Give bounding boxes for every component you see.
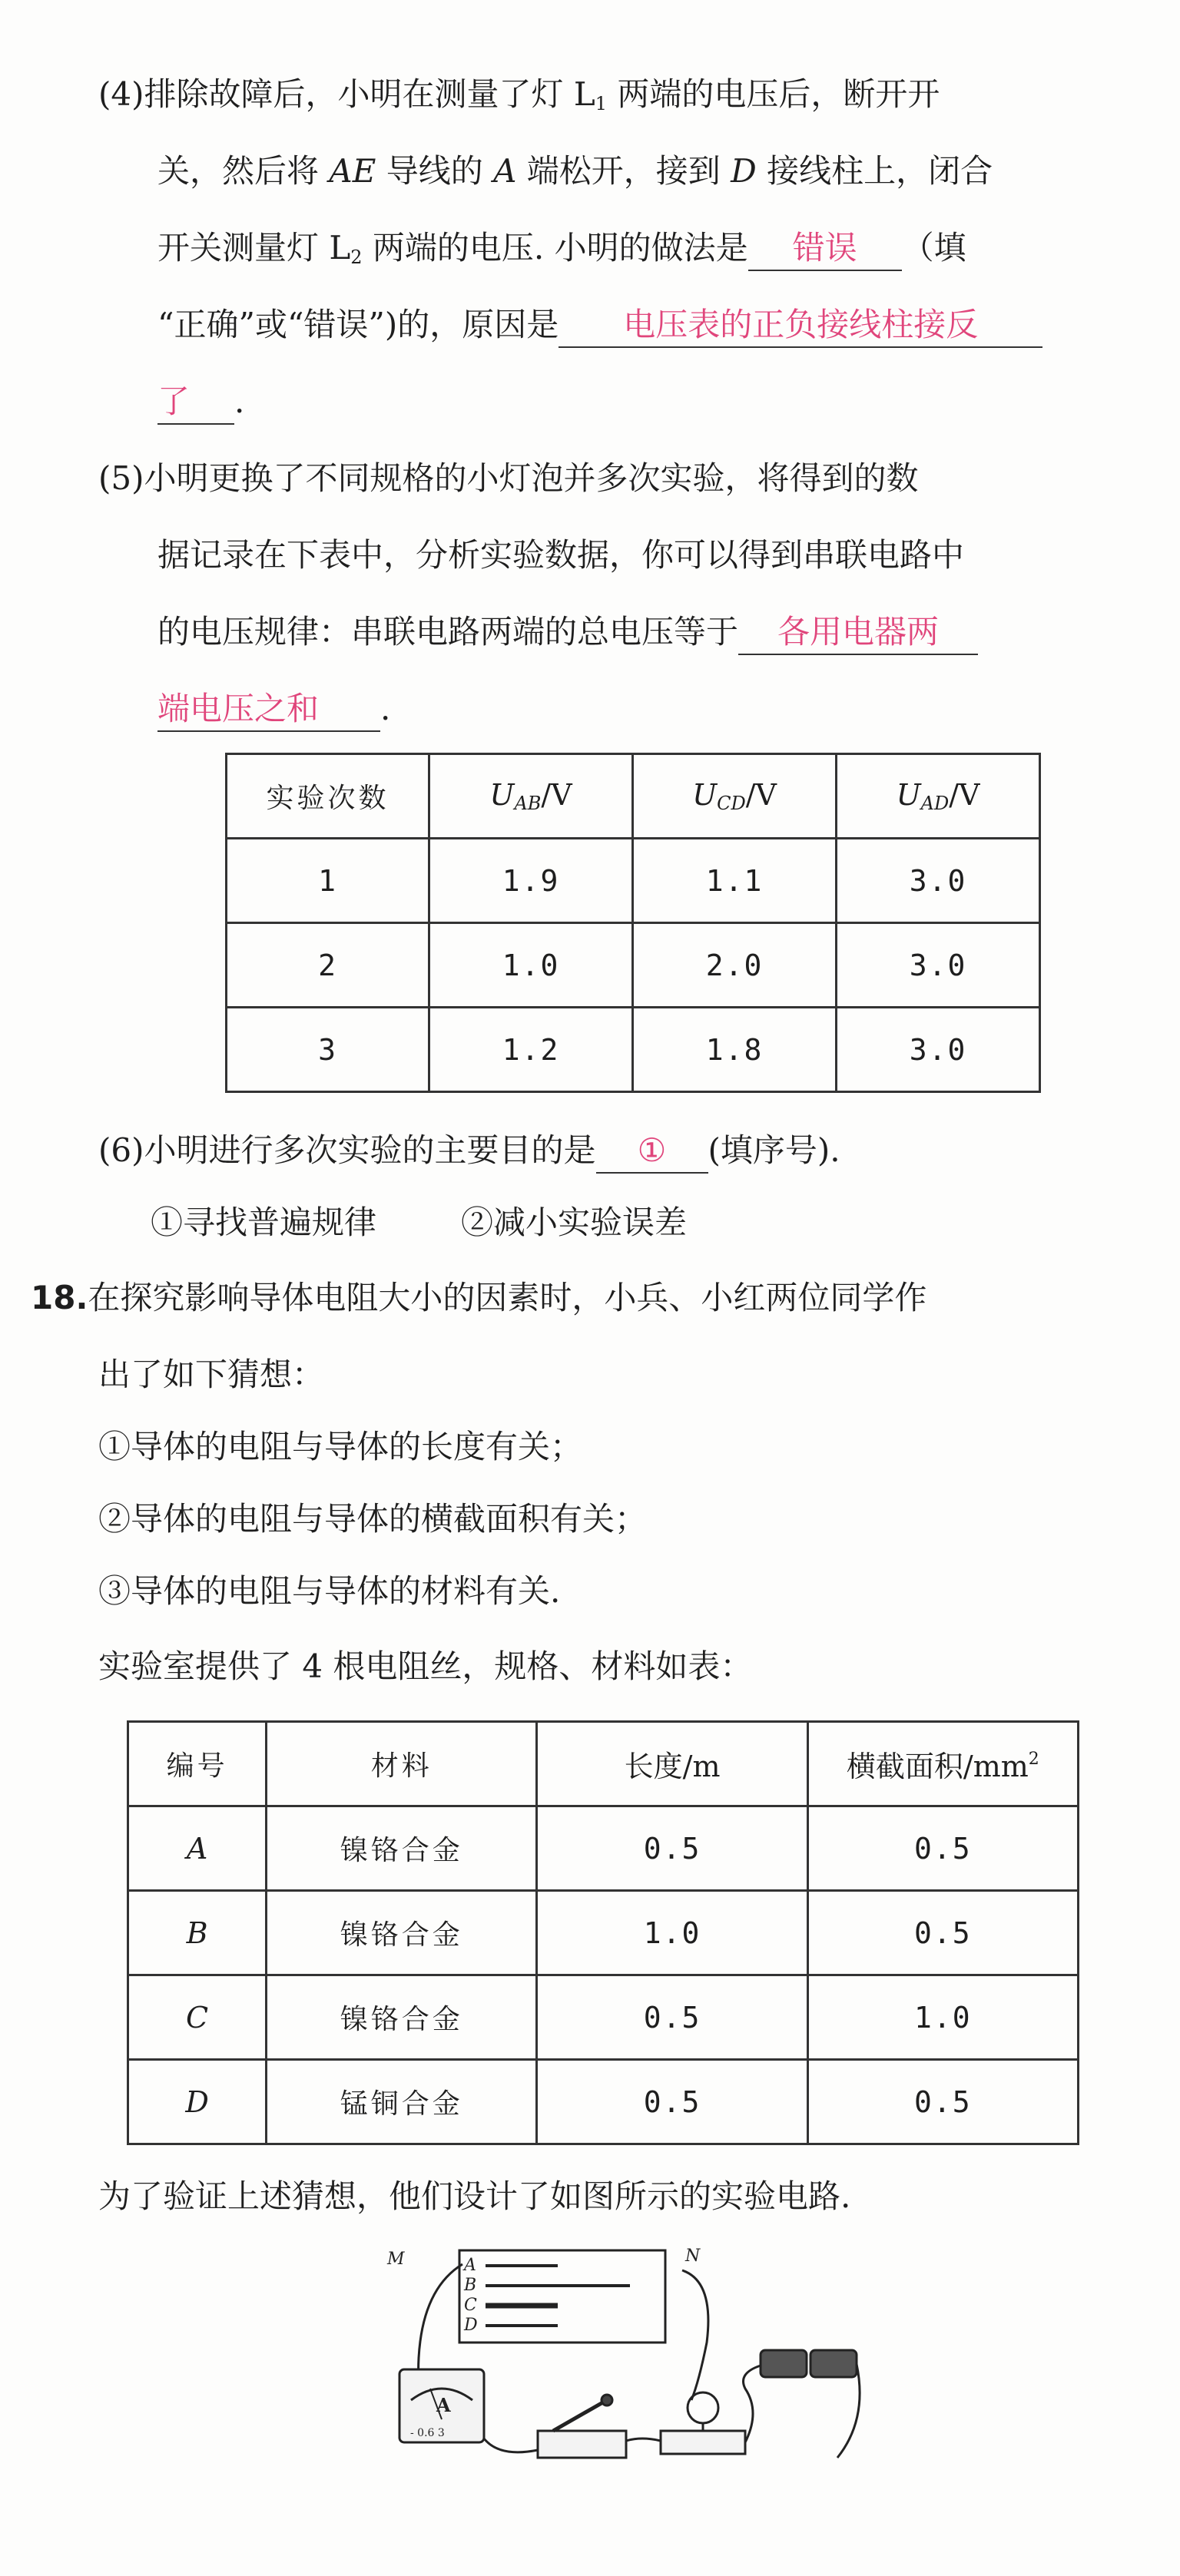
voltage-table xyxy=(225,753,1041,1093)
q17-p5-line1 xyxy=(98,455,919,502)
ammeter-label: A xyxy=(436,2394,451,2416)
header-cell: 编号 xyxy=(128,1722,267,1806)
header-cell xyxy=(633,754,837,839)
text: 导线的 xyxy=(376,152,494,190)
q18-guess2 xyxy=(98,1496,647,1542)
text: ①导体的电阻与导体的长度有关； xyxy=(98,1428,583,1465)
label-m: M xyxy=(387,2250,405,2269)
text: . xyxy=(380,690,391,727)
cell: 1.9 xyxy=(429,839,633,923)
answer-text: 电压表的正负接线柱接反 xyxy=(623,306,979,343)
ammeter-terminals: - 0.6 3 xyxy=(410,2427,445,2439)
header-cell: 实验次数 xyxy=(227,754,429,839)
text: 出了如下猜想： xyxy=(98,1356,325,1393)
resistance-wire-table xyxy=(127,1720,1079,2145)
cell: 1 xyxy=(227,839,429,923)
q18-line1 xyxy=(31,1275,926,1321)
text: U xyxy=(489,778,515,812)
q17-p5-line2 xyxy=(157,532,964,578)
text: 端松开，接到 xyxy=(516,152,731,190)
answer-text: 了 xyxy=(157,382,191,420)
answer-text: 各用电器两 xyxy=(777,613,940,651)
subscript: AD xyxy=(920,793,950,814)
switch-knob xyxy=(602,2395,612,2405)
text: (5)小明更换了不同规格的小灯泡并多次实验，将得到的数 xyxy=(98,459,919,497)
answer-text: 错误 xyxy=(792,229,857,267)
answer-blank-3b xyxy=(157,687,380,732)
question-number: 18. xyxy=(31,1279,88,1316)
unit: /V xyxy=(541,778,572,812)
answer-blank-4 xyxy=(596,1129,708,1174)
table-row xyxy=(128,1806,1079,1891)
cell: 2 xyxy=(227,923,429,1008)
table-row xyxy=(227,923,1040,1008)
var-d: D xyxy=(731,152,757,190)
text: ②导体的电阻与导体的横截面积有关； xyxy=(98,1500,648,1538)
label-wire-d: D xyxy=(464,2316,478,2335)
unit: /V xyxy=(745,778,777,812)
switch-lever xyxy=(553,2400,607,2431)
cell: 3 xyxy=(227,1008,429,1092)
cell: 3.0 xyxy=(837,1008,1040,1092)
label-wire-c: C xyxy=(464,2296,477,2315)
cell: 3.0 xyxy=(837,839,1040,923)
var-a: A xyxy=(493,152,517,190)
header-cell xyxy=(429,754,633,839)
cell: A xyxy=(128,1806,267,1891)
q17-p4-line1 xyxy=(98,71,940,127)
table-row xyxy=(128,1975,1079,2060)
text: 关，然后将 xyxy=(157,152,330,190)
answer-blank-2a xyxy=(559,303,1042,348)
header-cell: 材料 xyxy=(267,1722,537,1806)
answer-text: 端电压之和 xyxy=(157,690,320,727)
cell: 0.5 xyxy=(807,2060,1078,2144)
label-wire-b: B xyxy=(464,2276,477,2295)
table-row xyxy=(128,1891,1079,1975)
answer-blank-2b xyxy=(157,380,234,425)
label-n: N xyxy=(685,2247,701,2266)
cell: 锰铜合金 xyxy=(267,2060,537,2144)
text: (6)小明进行多次实验的主要目的是 xyxy=(98,1131,596,1169)
cell: 0.5 xyxy=(537,2060,807,2144)
text: 两端的电压. 小明的做法是 xyxy=(362,229,748,267)
cell: 1.8 xyxy=(633,1008,837,1092)
cell: 0.5 xyxy=(807,1806,1078,1891)
text: U xyxy=(896,778,921,812)
table-row xyxy=(128,2060,1079,2144)
header-cell xyxy=(837,754,1040,839)
text: . xyxy=(234,382,245,420)
var-ae: AE xyxy=(329,152,376,190)
cell: 1.0 xyxy=(807,1975,1078,2060)
answer-text: ① xyxy=(637,1131,667,1169)
cell: 3.0 xyxy=(837,923,1040,1008)
switch-base xyxy=(538,2431,626,2458)
cell: 2.0 xyxy=(633,923,837,1008)
q17-p5-line4 xyxy=(157,686,390,732)
q17-p4-line3 xyxy=(157,225,966,280)
text: (4)排除故障后，小明在测量了灯 L xyxy=(98,75,595,113)
cell: 镍铬合金 xyxy=(267,1975,537,2060)
cell: 1.0 xyxy=(429,923,633,1008)
cell: 0.5 xyxy=(537,1975,807,2060)
circuit-diagram xyxy=(376,2235,868,2465)
table-row xyxy=(227,839,1040,923)
q17-p4-line5 xyxy=(157,379,244,425)
cell: D xyxy=(128,2060,267,2144)
battery-1 xyxy=(761,2350,807,2377)
text: “正确”或“错误”)的，原因是 xyxy=(157,306,559,343)
q17-p6-line1 xyxy=(98,1127,840,1174)
label-wire-a: A xyxy=(464,2256,476,2275)
cell: 0.5 xyxy=(807,1891,1078,1975)
text: 为了验证上述猜想，他们设计了如图所示的实验电路. xyxy=(98,2177,851,2215)
cell: 1.2 xyxy=(429,1008,633,1092)
text: 实验室提供了 4 根电阻丝，规格、材料如表： xyxy=(98,1647,753,1685)
option-2: ②减小实验误差 xyxy=(461,1204,688,1241)
text: （填 xyxy=(901,229,966,267)
subscript: CD xyxy=(717,793,746,814)
header-cell: 长度/m xyxy=(537,1722,807,1806)
cell: 镍铬合金 xyxy=(267,1891,537,1975)
q18-intro xyxy=(98,1644,752,1690)
q17-p4-line2 xyxy=(157,148,993,194)
cell: 1.1 xyxy=(633,839,837,923)
wire-n-lead xyxy=(682,2270,708,2400)
text: 两端的电压后，断开开 xyxy=(607,75,940,113)
wire-switch-bulb xyxy=(626,2439,661,2441)
subscript: AB xyxy=(514,793,542,814)
cell: C xyxy=(128,1975,267,2060)
subscript: 2 xyxy=(350,247,363,268)
text: 横截面积/mm xyxy=(846,1750,1029,1783)
text: ③导体的电阻与导体的材料有关. xyxy=(98,1572,561,1610)
q18-outro xyxy=(98,2174,850,2220)
text: 据记录在下表中，分析实验数据，你可以得到串联电路中 xyxy=(157,536,965,574)
text: (填序号). xyxy=(708,1131,840,1169)
text: 在探究影响导体电阻大小的因素时，小兵、小红两位同学作 xyxy=(88,1279,927,1316)
q18-guess3 xyxy=(98,1568,560,1614)
table-row xyxy=(227,1008,1040,1092)
q18-guess1 xyxy=(98,1424,582,1470)
q18-line2 xyxy=(98,1352,324,1398)
bulb-holder xyxy=(661,2431,745,2454)
q17-p6-options xyxy=(151,1200,687,1246)
text: 接线柱上，闭合 xyxy=(756,152,993,190)
text: 开关测量灯 L xyxy=(157,229,351,267)
table-header-row xyxy=(227,754,1040,839)
answer-blank-1 xyxy=(748,227,902,271)
option-1: ①寻找普遍规律 xyxy=(151,1204,377,1241)
text: U xyxy=(692,778,718,812)
wire-ammeter-switch xyxy=(484,2439,538,2452)
superscript: 2 xyxy=(1028,1750,1039,1769)
text: 的电压规律：串联电路两端的总电压等于 xyxy=(157,613,739,651)
cell: 1.0 xyxy=(537,1891,807,1975)
q17-p4-line4 xyxy=(157,302,1042,348)
table-header-row xyxy=(128,1722,1079,1806)
cell: 0.5 xyxy=(537,1806,807,1891)
subscript: 1 xyxy=(595,93,608,114)
unit: /V xyxy=(949,778,980,812)
bulb-glass xyxy=(688,2392,718,2423)
q17-p5-line3 xyxy=(157,609,978,655)
answer-blank-3a xyxy=(738,611,978,655)
cell: B xyxy=(128,1891,267,1975)
header-cell xyxy=(807,1722,1078,1806)
battery-2 xyxy=(810,2350,857,2377)
cell: 镍铬合金 xyxy=(267,1806,537,1891)
